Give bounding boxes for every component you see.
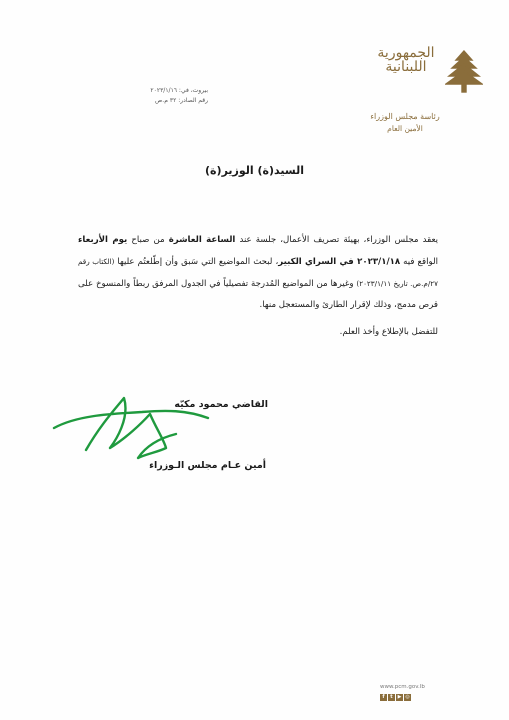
letter-body — [78, 230, 438, 316]
social-icons — [380, 694, 411, 701]
body-emphasis-day: يوم الأربعاء — [78, 235, 128, 245]
republic-wordmark — [371, 46, 441, 74]
government-emblem — [369, 42, 489, 137]
body-segment: من صباح — [127, 235, 169, 245]
reference-block — [88, 86, 208, 106]
body-segment: ، لبحث المواضيع التي سَبق وأن إطّلعتُم عليها — [114, 257, 279, 267]
body-reference: (الكتاب رقم ٢٧/م.ص. تاريخ ٢٠٢٣/١/١١) — [78, 257, 438, 288]
signatory-title: أمين عـام مجلس الـوزراء — [149, 460, 266, 471]
salutation: السيد(ة) الوزير(ة) — [205, 164, 304, 177]
office-name: رئاسة مجلس الوزراء — [370, 112, 440, 121]
closing-line: للتفضل بالإطلاع وأخذ العلم. — [339, 327, 438, 337]
instagram-icon[interactable]: ◎ — [405, 694, 410, 700]
office-title: الأمين العام — [387, 124, 423, 133]
twitter-icon[interactable]: t — [388, 694, 395, 701]
place-date: بيروت، في: ٢٠٢٣/١/١٦ — [150, 87, 208, 94]
cedar-tree-icon — [445, 48, 483, 94]
reference-number: رقم الصادر: ٣٢ م.ص — [155, 97, 208, 104]
body-segment: يعقد مجلس الوزراء، بهيئة تصريف الأعمال، جلسة عند — [235, 235, 438, 245]
body-segment: الواقع فيه — [400, 257, 438, 267]
body-emphasis-time: الساعة العاشرة — [168, 235, 236, 245]
footer-website[interactable]: www.pcm.gov.lb — [380, 684, 425, 690]
emblem-line-1: الجمهورية — [377, 45, 435, 61]
facebook-icon[interactable]: f — [380, 694, 387, 701]
body-emphasis-date-place: ٢٠٢٣/١/١٨ في السراي الكبير — [278, 257, 401, 267]
emblem-line-2: اللبنانية — [385, 59, 427, 75]
body-segment: وغيرها من المواضيع المُدرجة تفصيلياً في الجدول المرفق ربطاً والمنسوخ على قرص مدمج، وذلك لإقرار الطارئ والمستعجل منها. — [78, 279, 438, 310]
signatory-name: القاضي محمود مكيّه — [174, 399, 268, 410]
youtube-icon[interactable]: ▶ — [397, 694, 402, 700]
